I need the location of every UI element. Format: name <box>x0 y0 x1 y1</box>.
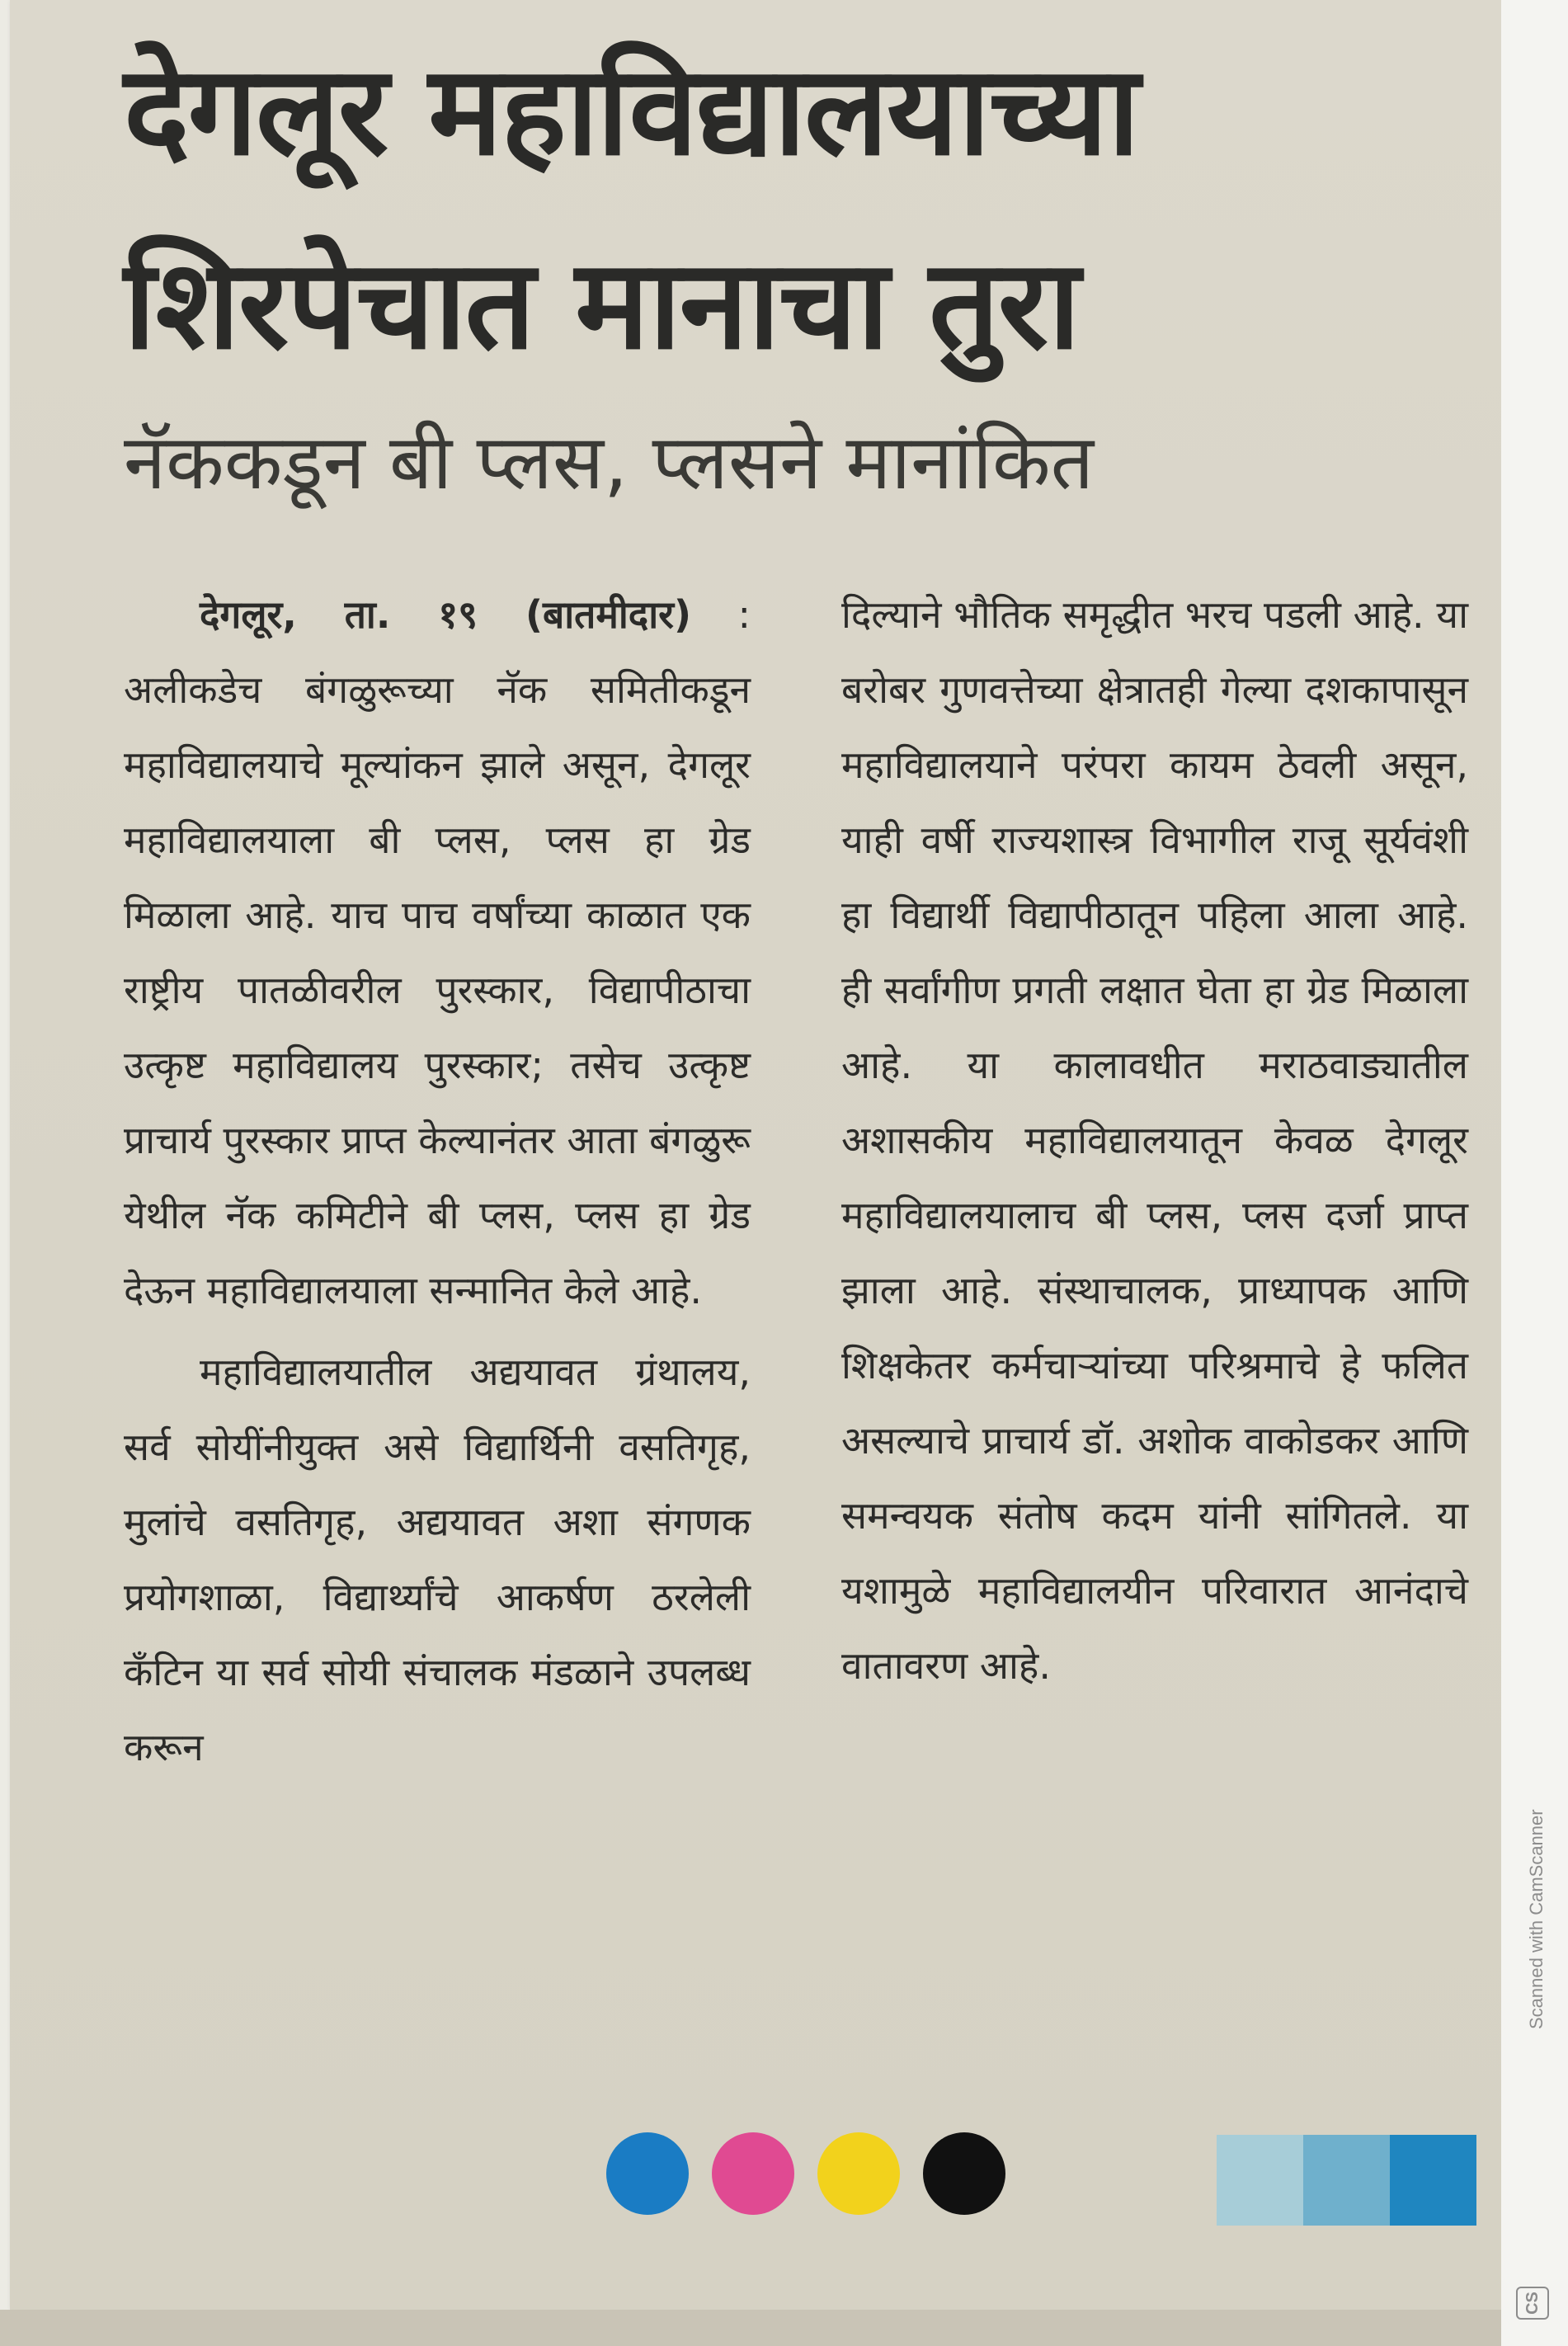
article-paragraph-2: महाविद्यालयातील अद्ययावत ग्रंथालय, सर्व सोयींनीयुक्त असे विद्यार्थिनी वसतिगृह, मुलांचे वसतिगृह, अद्ययावत अशा संगणक प्रयोगशाळा, विद्यार्थ्यांचे आकर्षण ठरलेली कँटिन या सर्व सोयी संचालक मंडळाने उपलब्ध करून <box>124 1350 751 1769</box>
yellow-dot <box>817 2132 900 2215</box>
black-dot <box>923 2132 1005 2215</box>
dateline: देगलूर, ता. १९ (बातमीदार) <box>200 592 691 637</box>
headline-line-1: देगलूर महाविद्यालयाच्या <box>124 40 1138 183</box>
scanner-watermark: Scanned with CamScanner <box>1526 1809 1547 2029</box>
article-column-right <box>841 577 1468 1703</box>
article-column-left <box>124 577 751 1785</box>
scan-bottom-edge <box>0 2310 1501 2346</box>
cyan-dot <box>606 2132 689 2215</box>
color-bar <box>1217 2135 1476 2226</box>
paragraph-1-text: : अलीकडेच बंगळुरूच्या नॅक समितीकडून महाविद्यालयाचे मूल्यांकन झाले असून, देगलूर महाविद्यालयाला बी प्लस, प्लस हा ग्रेड मिळाला आहे. याच पाच वर्षांच्या काळात एक राष्ट्रीय पातळीवरील पुरस्कार, विद्यापीठाचा उत्कृष्ट महाविद्यालय पुरस्कार; तसेच उत्कृष्ट प्राचार्य पुरस्कार प्राप्त केल्यानंतर आता बंगळुरू येथील नॅक कमिटीने बी प्लस, प्लस हा ग्रेड देऊन महाविद्यालयाला सन्मानित केले आहे. <box>124 592 751 1312</box>
dark-cyan-swatch <box>1390 2135 1476 2226</box>
camscanner-logo: CS <box>1516 2287 1549 2320</box>
headline-line-2: शिरपेचात मानाचा तुरा <box>124 233 1079 377</box>
magenta-dot <box>712 2132 794 2215</box>
light-cyan-swatch <box>1217 2135 1303 2226</box>
article-paragraph-2-continued: दिल्याने भौतिक समृद्धीत भरच पडली आहे. या बरोबर गुणवत्तेच्या क्षेत्रातही गेल्या दशकापासून महाविद्यालयाने परंपरा कायम ठेवली असून, याही वर्षी राज्यशास्त्र विभागील राजू सूर्यवंशी हा विद्यार्थी विद्यापीठातून पहिला आला आहे. ही सर्वांगीण प्रगती लक्षात घेता हा ग्रेड मिळाला आहे. या कालावधीत मराठवाड्यातील अशासकीय महाविद्यालयातून केवळ देगलूर महाविद्यालयालाच बी प्लस, प्लस दर्जा प्राप्त झाला आहे. संस्थाचालक, प्राध्यापक आणि शिक्षकेतर कर्मचाऱ्यांच्या परिश्रमाचे हे फलित असल्याचे प्राचार्य डॉ. अशोक वाकोडकर आणि समन्वयक संतोष कदम यांनी सांगितले. या यशामुळे महाविद्यालयीन परिवारात आनंदाचे वातावरण आहे. <box>841 592 1468 1688</box>
article-paragraph-1 <box>124 577 751 1328</box>
subheadline: नॅककडून बी प्लस, प्लसने मानांकित <box>124 418 1095 506</box>
mid-cyan-swatch <box>1303 2135 1390 2226</box>
